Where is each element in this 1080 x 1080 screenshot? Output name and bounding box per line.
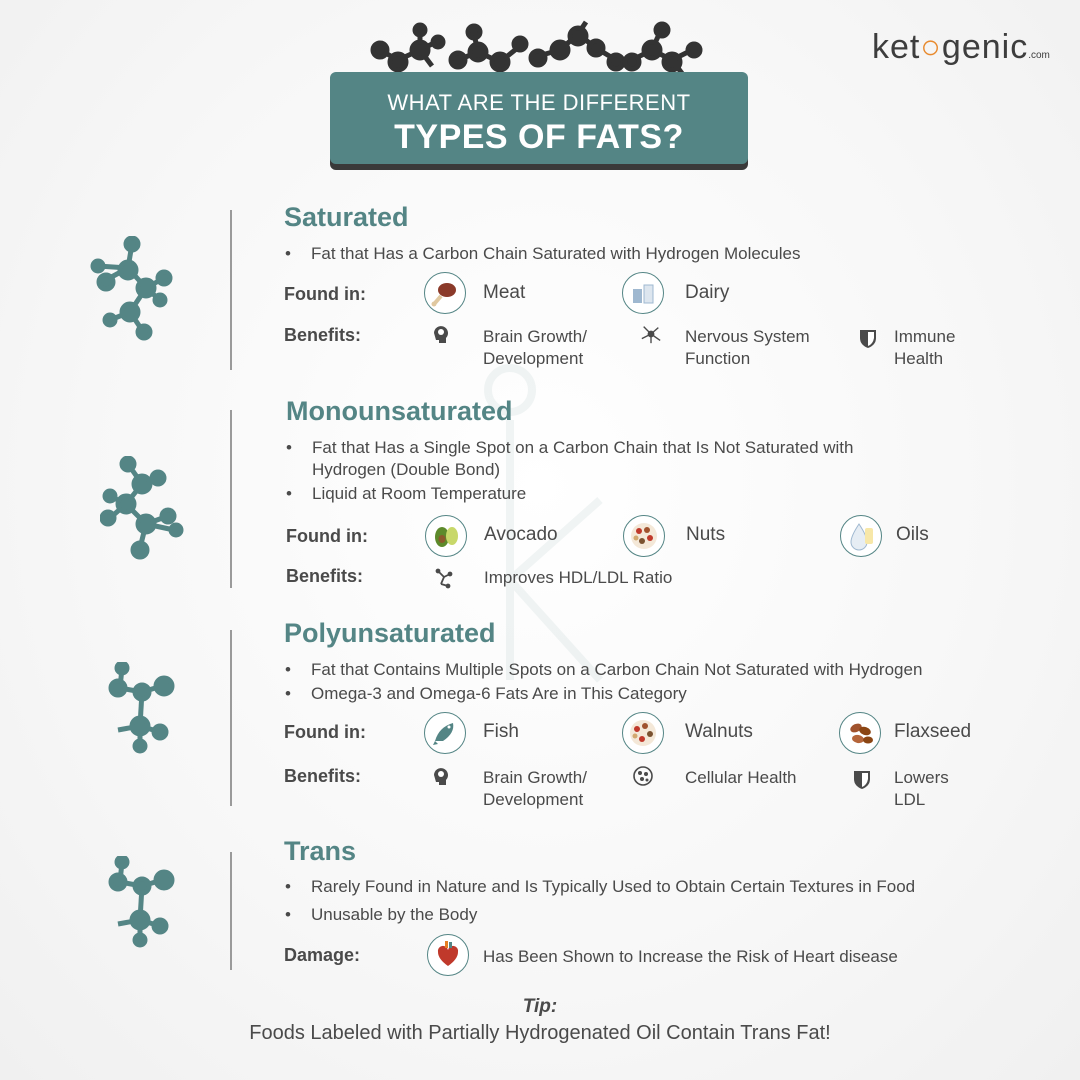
polyunsaturated-benefit-1: Brain Growth/ Development	[483, 768, 587, 809]
found-dairy: Dairy	[685, 282, 730, 303]
cholesterol-icon	[433, 567, 455, 589]
trans-bullet-1: • Rarely Found in Nature and Is Typically Used to Obtain Certain Textures in Food	[285, 877, 916, 896]
section-divider	[230, 410, 232, 588]
shield-icon	[851, 768, 873, 790]
oil-icon	[840, 515, 882, 557]
found-flaxseed: Flaxseed	[894, 721, 972, 742]
logo-suffix: genic	[941, 28, 1029, 66]
section-divider	[230, 852, 232, 970]
meat-icon	[424, 272, 466, 314]
saturated-title: Saturated	[284, 202, 409, 232]
monounsaturated-benefits-label: Benefits:	[286, 566, 364, 586]
polyunsaturated-molecule-icon	[106, 662, 176, 754]
logo-drop-icon: ○	[920, 28, 942, 66]
title-banner	[330, 72, 748, 164]
found-fish: Fish	[483, 721, 519, 742]
monounsaturated-molecule-icon	[100, 456, 184, 560]
trans-molecule-icon	[106, 856, 176, 948]
brain-icon	[430, 323, 452, 345]
found-avocado: Avocado	[484, 524, 558, 545]
found-oils: Oils	[896, 524, 929, 545]
saturated-bullet-1: • Fat that Has a Carbon Chain Saturated with Hydrogen Molecules	[285, 244, 801, 263]
tip-title: Tip:	[522, 996, 558, 1017]
saturated-benefits-label: Benefits:	[284, 325, 362, 345]
saturated-benefit-2: Nervous System Function	[685, 327, 810, 368]
section-divider	[230, 630, 232, 806]
saturated-molecule-icon	[88, 236, 178, 346]
polyunsaturated-benefit-2: Cellular Health	[685, 768, 797, 787]
flaxseed-icon	[839, 712, 881, 754]
trans-bullet-2: • Unusable by the Body	[285, 905, 478, 924]
tip-text: Foods Labeled with Partially Hydrogenated Oil Contain Trans Fat!	[249, 1022, 831, 1044]
found-walnuts: Walnuts	[685, 721, 753, 742]
title-line-1: WHAT ARE THE DIFFERENT	[387, 90, 691, 115]
ketogenic-logo	[872, 28, 1050, 67]
polyunsaturated-bullet-1: • Fat that Contains Multiple Spots on a Carbon Chain Not Saturated with Hydrogen	[285, 660, 923, 679]
section-divider	[230, 210, 232, 370]
neuron-icon	[640, 323, 662, 345]
brain-icon	[430, 765, 452, 787]
trans-damage-label: Damage:	[284, 945, 361, 965]
molecule-chain-icon	[360, 20, 720, 80]
found-nuts: Nuts	[686, 524, 726, 545]
polyunsaturated-title: Polyunsaturated	[284, 618, 496, 648]
heart-icon	[427, 934, 469, 976]
polyunsaturated-found-label: Found in:	[284, 722, 366, 742]
avocado-icon	[425, 515, 467, 557]
walnuts-icon	[622, 712, 664, 754]
polyunsaturated-benefits-label: Benefits:	[284, 766, 362, 786]
saturated-benefit-1: Brain Growth/ Development	[483, 327, 587, 368]
monounsaturated-bullet-2: • Liquid at Room Temperature	[286, 484, 527, 503]
logo-domain: .com	[1028, 50, 1050, 61]
polyunsaturated-benefit-3: Lowers LDL	[894, 768, 949, 809]
shield-icon	[857, 327, 879, 349]
found-meat: Meat	[483, 282, 526, 303]
monounsaturated-title: Monounsaturated	[286, 396, 513, 426]
monounsaturated-bullet-1: • Fat that Has a Single Spot on a Carbon Chain that Is Not Saturated with Hydrogen (Double Bond)	[286, 438, 854, 479]
saturated-found-label: Found in:	[284, 284, 366, 304]
trans-title: Trans	[284, 836, 357, 866]
cell-icon	[632, 765, 654, 787]
logo-prefix: ket	[872, 28, 921, 66]
fish-icon	[424, 712, 466, 754]
monounsaturated-benefit-1: Improves HDL/LDL Ratio	[484, 568, 673, 587]
dairy-icon	[622, 272, 664, 314]
saturated-benefit-3: Immune Health	[894, 327, 956, 368]
polyunsaturated-bullet-2: • Omega-3 and Omega-6 Fats Are in This Category	[285, 684, 687, 703]
nuts-icon	[623, 515, 665, 557]
monounsaturated-found-label: Found in:	[286, 526, 368, 546]
title-line-2: TYPES OF FATS?	[394, 118, 684, 156]
trans-damage-text: Has Been Shown to Increase the Risk of Heart disease	[483, 947, 898, 966]
